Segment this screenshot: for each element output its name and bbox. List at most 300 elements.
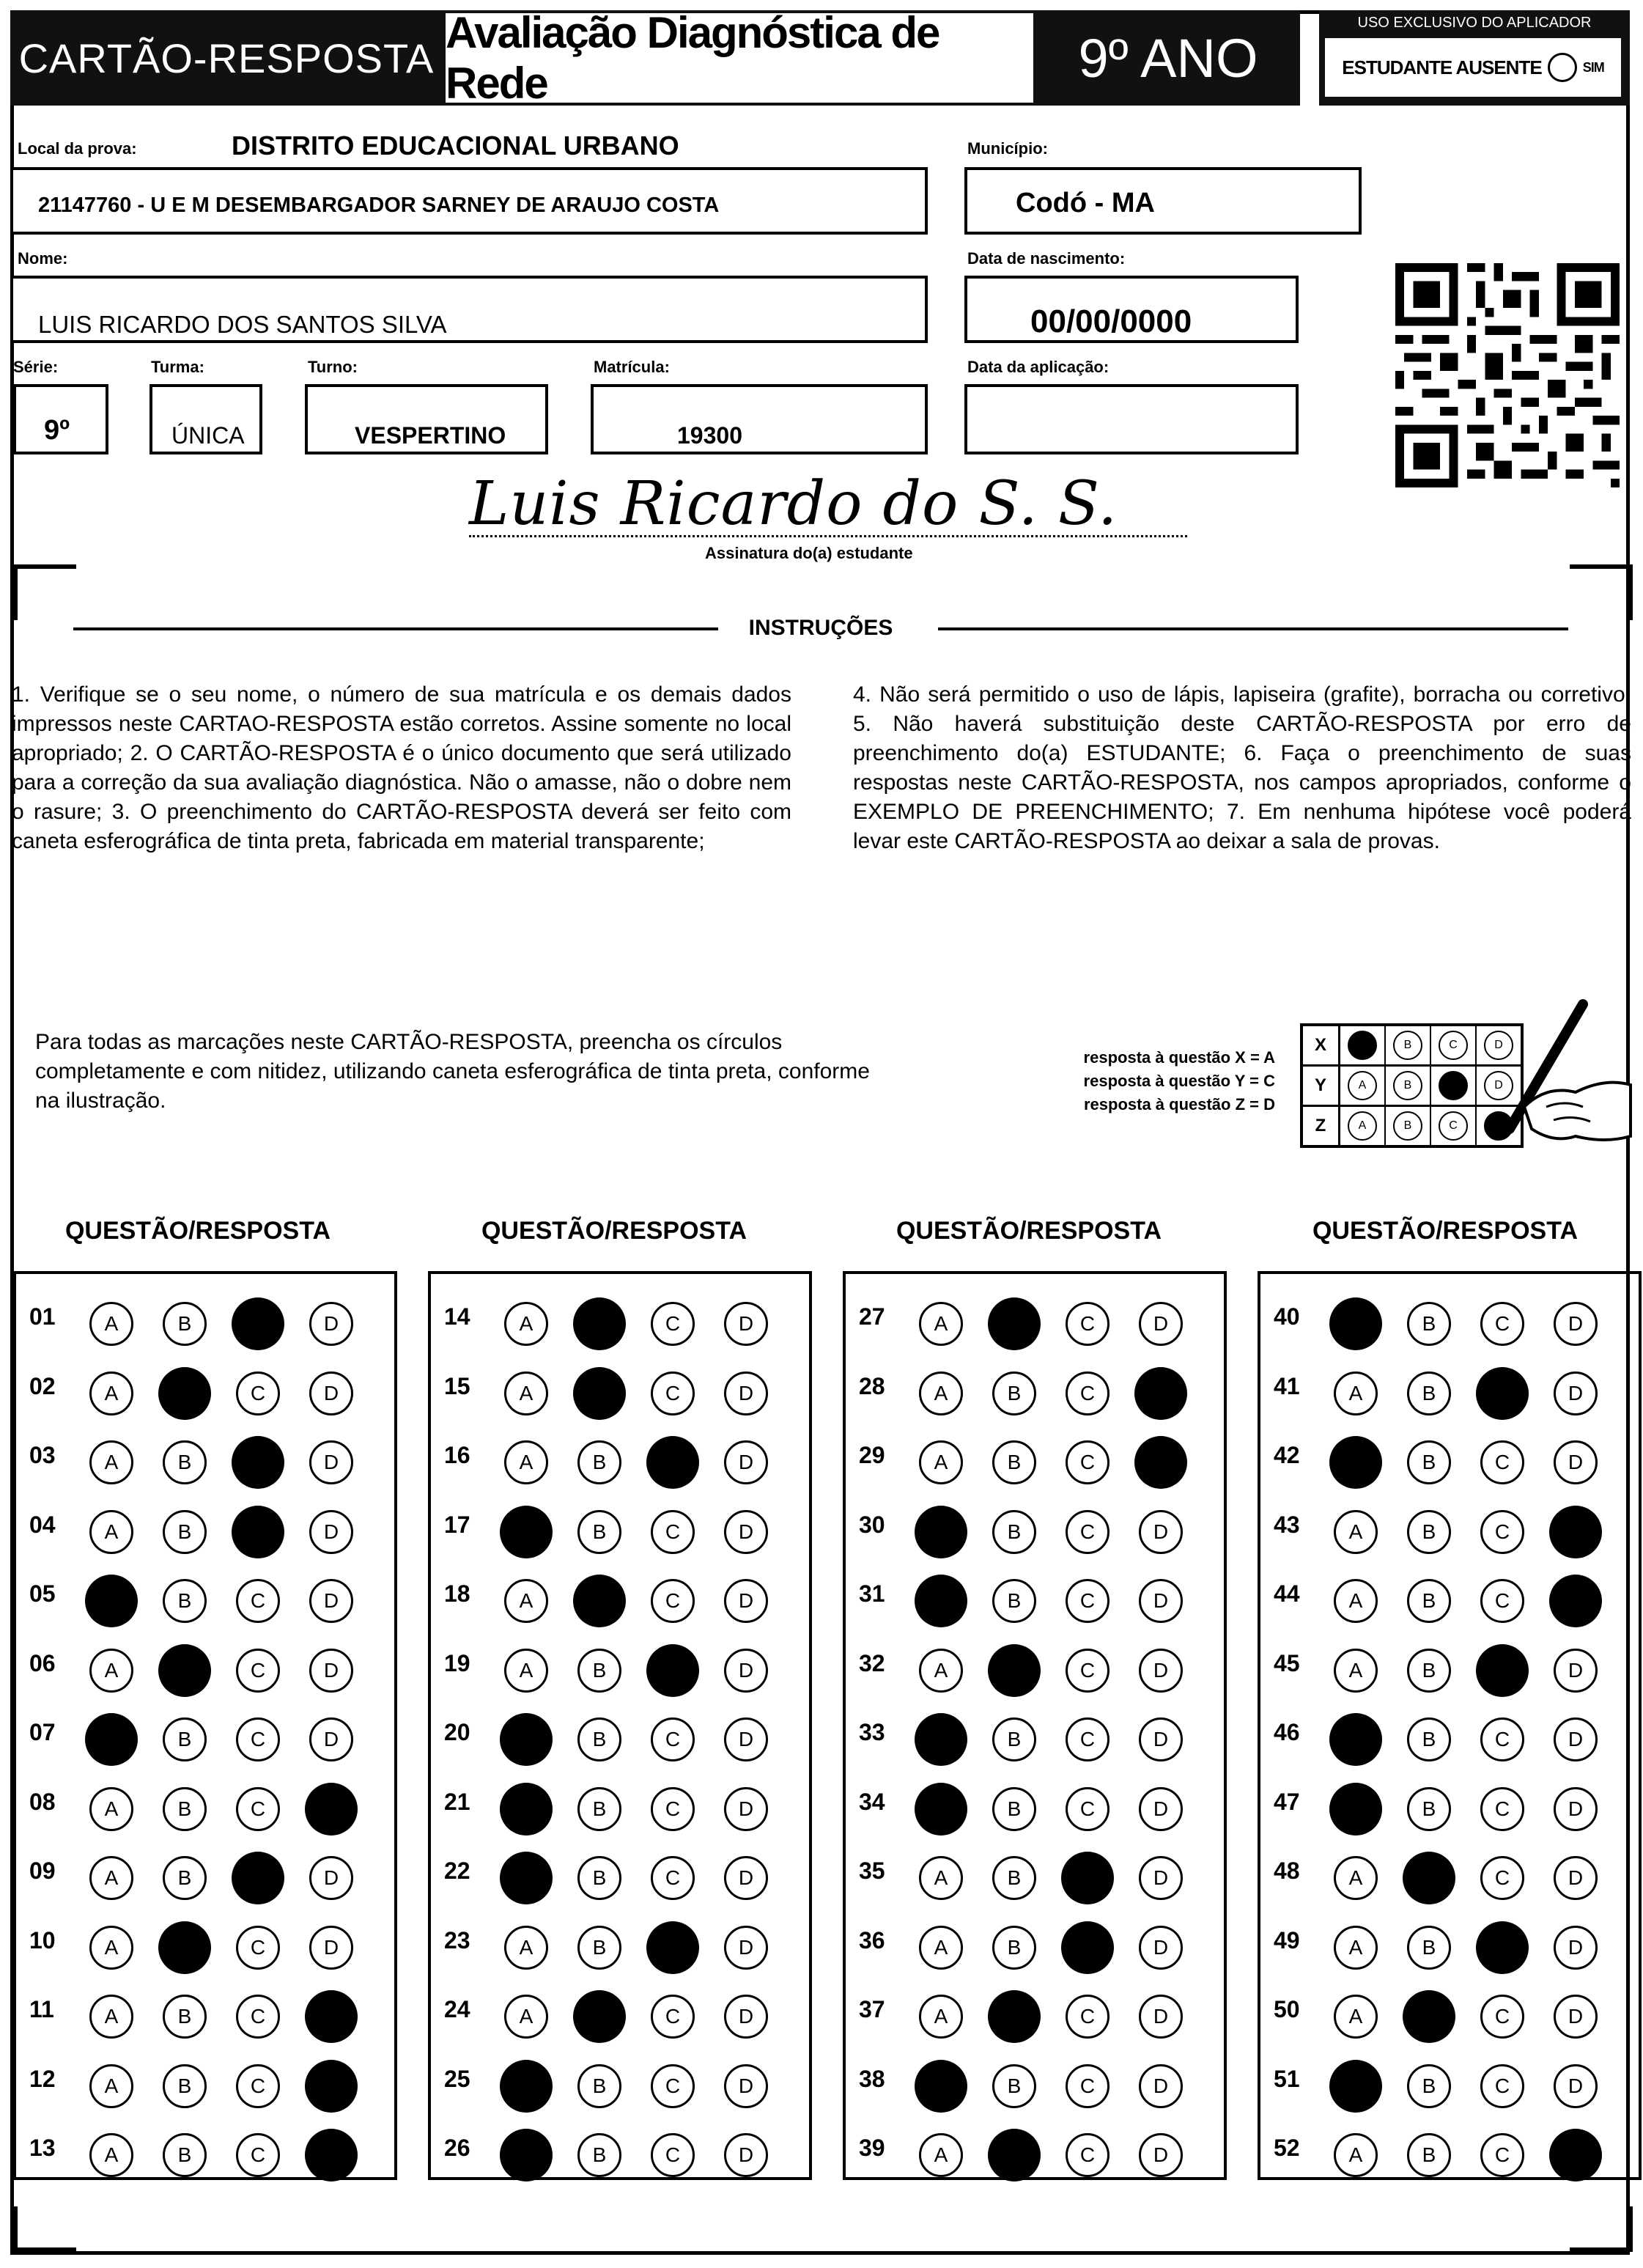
- answer-bubble-filled[interactable]: A: [1329, 2060, 1382, 2113]
- answer-bubble-filled[interactable]: B: [1403, 1852, 1455, 1904]
- answer-bubble-filled[interactable]: A: [915, 1506, 967, 1558]
- example-bubble-filled: C: [1439, 1071, 1468, 1100]
- answer-bubble[interactable]: A: [89, 1440, 133, 1484]
- answer-bubble[interactable]: C: [236, 1372, 280, 1415]
- answer-bubble-filled[interactable]: A: [500, 1713, 553, 1766]
- question-row: [1260, 1905, 1639, 1976]
- answer-bubble-filled[interactable]: A: [500, 1852, 553, 1904]
- answer-bubble[interactable]: C: [651, 2064, 695, 2108]
- instructions-title: INSTRUÇÕES: [748, 616, 893, 640]
- answer-bubble[interactable]: C: [1066, 1440, 1110, 1484]
- answer-bubble-filled[interactable]: C: [1476, 1367, 1529, 1420]
- answer-bubble[interactable]: D: [1554, 1302, 1598, 1346]
- question-row: [846, 1490, 1224, 1560]
- answer-bubble[interactable]: D: [309, 1440, 353, 1484]
- instructions-left: 1. Verifique se o seu nome, o número de sua matrícula e os demais dados impressos neste CARTAO-RESPOSTA estão corretos. Assine somente no local apropriado; 2. O CARTÃO-RESPOSTA é o único documento que será utilizado para a correção da sua avaliação diagnóstica. Não o amasse, não o dobre nem o rasure; 3. O preenchimento do CARTÃO-RESPOSTA deverá ser feito com caneta esferográfica de tinta preta, fabricada em material transparente;: [12, 682, 791, 853]
- answer-bubble[interactable]: B: [1407, 1926, 1451, 1970]
- answer-bubble[interactable]: C: [1480, 1579, 1524, 1623]
- answer-bubble[interactable]: B: [577, 1717, 621, 1761]
- question-row: [846, 1836, 1224, 1906]
- answer-bubble[interactable]: C: [1480, 1302, 1524, 1346]
- answer-bubble[interactable]: C: [651, 1717, 695, 1761]
- absent-bubble[interactable]: [1548, 53, 1577, 82]
- example-bubble-filled: D: [1484, 1111, 1513, 1141]
- answer-bubble[interactable]: C: [1066, 1995, 1110, 2039]
- question-number: 22: [444, 1858, 470, 1884]
- answer-bubble[interactable]: B: [577, 1510, 621, 1554]
- answer-bubble[interactable]: A: [1334, 2133, 1378, 2177]
- question-number: 24: [444, 1996, 470, 2022]
- answer-bubble[interactable]: B: [992, 1510, 1036, 1554]
- answer-bubble[interactable]: C: [236, 1926, 280, 1970]
- answer-bubble[interactable]: A: [89, 2064, 133, 2108]
- answer-bubble-filled[interactable]: A: [85, 1713, 138, 1766]
- answer-bubble[interactable]: B: [163, 1302, 207, 1346]
- answer-bubble-filled[interactable]: C: [232, 1297, 284, 1350]
- example-bubble: C: [1439, 1031, 1468, 1060]
- answer-bubble[interactable]: A: [919, 2133, 963, 2177]
- answer-bubble[interactable]: C: [1066, 2064, 1110, 2108]
- question-row: [846, 1905, 1224, 1976]
- question-number: 10: [29, 1926, 56, 1954]
- question-number: 48: [1274, 1858, 1300, 1884]
- answer-bubble[interactable]: B: [992, 1372, 1036, 1415]
- answer-bubble-filled[interactable]: D: [305, 1783, 358, 1836]
- answer-bubble[interactable]: D: [309, 1649, 353, 1693]
- answer-bubble[interactable]: D: [309, 1510, 353, 1554]
- answer-bubble[interactable]: D: [1139, 1995, 1183, 2039]
- answer-bubble[interactable]: B: [163, 1787, 207, 1831]
- municipio-value: Codó - MA: [1016, 188, 1155, 218]
- question-row: [16, 1905, 394, 1976]
- answer-bubble[interactable]: B: [577, 1926, 621, 1970]
- answer-bubble[interactable]: A: [919, 1372, 963, 1415]
- answer-bubble[interactable]: D: [1139, 1856, 1183, 1900]
- answer-bubble[interactable]: C: [1480, 2133, 1524, 2177]
- exam-title: Avaliação Diagnóstica de Rede: [443, 10, 1036, 106]
- answer-bubble[interactable]: B: [1407, 1510, 1451, 1554]
- question-row: [16, 1836, 394, 1906]
- answer-bubble[interactable]: C: [651, 1995, 695, 2039]
- question-number: 39: [859, 2135, 885, 2161]
- answer-bubble[interactable]: D: [1554, 1440, 1598, 1484]
- answer-bubble[interactable]: A: [1334, 1372, 1378, 1415]
- answer-bubble[interactable]: D: [1139, 1787, 1183, 1831]
- answer-bubble[interactable]: A: [1334, 1510, 1378, 1554]
- answer-bubble[interactable]: C: [1480, 1995, 1524, 2039]
- question-number: 02: [29, 1372, 56, 1399]
- answer-bubble[interactable]: D: [1554, 1372, 1598, 1415]
- answer-bubble[interactable]: A: [89, 1372, 133, 1415]
- answer-bubble-filled[interactable]: C: [1061, 1921, 1114, 1974]
- question-number: 15: [444, 1372, 470, 1399]
- answer-bubble[interactable]: D: [1139, 1510, 1183, 1554]
- answer-bubble[interactable]: C: [1066, 1579, 1110, 1623]
- question-row: [1260, 1558, 1639, 1629]
- answer-bubble-filled[interactable]: C: [232, 1852, 284, 1904]
- answer-bubble[interactable]: D: [309, 1579, 353, 1623]
- answer-bubble-filled[interactable]: B: [988, 1644, 1041, 1697]
- answer-bubble[interactable]: B: [992, 1926, 1036, 1970]
- answer-bubble-filled[interactable]: A: [500, 2129, 553, 2182]
- answer-bubble[interactable]: B: [163, 1995, 207, 2039]
- answer-bubble[interactable]: A: [89, 2133, 133, 2177]
- answer-bubble[interactable]: C: [236, 1787, 280, 1831]
- divider: [73, 627, 718, 630]
- instructions-right: 4. Não será permitido o uso de lápis, lapiseira (grafite), borracha ou corretivo; 5. Não haverá substituição deste CARTÃO-RESPOSTA por erro de preenchimento do(a) ESTUDANTE; 6. Faça o preenchimento de suas respostas neste CARTÃO-RESPOSTA, nos campos apropriados, conforme o EXEMPLO DE PREENCHIMENTO; 7. Em nenhuma hipótese você poderá levar este CARTÃO-RESPOSTA ao deixar a sala de provas.: [853, 682, 1631, 853]
- municipio-label: Município:: [967, 139, 1048, 158]
- answer-bubble[interactable]: A: [89, 1787, 133, 1831]
- applicator-title: USO EXCLUSIVO DO APLICADOR: [1357, 15, 1592, 31]
- example-bubble-filled: A: [1348, 1031, 1377, 1060]
- signature-line: [469, 535, 1187, 537]
- question-row: [431, 1281, 809, 1352]
- answer-bubble[interactable]: A: [504, 1926, 548, 1970]
- answer-bubble[interactable]: B: [992, 1717, 1036, 1761]
- answer-bubble-filled[interactable]: C: [646, 1921, 699, 1974]
- nascimento-label: Data de nascimento:: [967, 249, 1126, 268]
- question-number: 34: [859, 1788, 885, 1815]
- answer-bubble[interactable]: D: [1139, 2064, 1183, 2108]
- answer-bubble-filled[interactable]: B: [158, 1367, 211, 1420]
- answer-bubble[interactable]: A: [1334, 1856, 1378, 1900]
- answer-bubble[interactable]: D: [1139, 2133, 1183, 2177]
- answer-bubble[interactable]: D: [724, 1717, 768, 1761]
- answer-bubble-filled[interactable]: A: [85, 1575, 138, 1627]
- answer-bubble[interactable]: D: [1554, 1649, 1598, 1693]
- answer-bubble-filled[interactable]: A: [500, 1783, 553, 1836]
- answer-bubble[interactable]: B: [577, 1649, 621, 1693]
- answer-bubble-filled[interactable]: B: [158, 1644, 211, 1697]
- answer-bubble[interactable]: C: [1066, 1717, 1110, 1761]
- answer-bubble[interactable]: B: [577, 2064, 621, 2108]
- corner-bracket: [13, 2206, 76, 2252]
- answer-bubble[interactable]: C: [1066, 2133, 1110, 2177]
- answer-bubble[interactable]: C: [236, 1649, 280, 1693]
- answer-column-3: [843, 1271, 1227, 2180]
- answer-bubble[interactable]: B: [163, 2064, 207, 2108]
- answer-bubble[interactable]: B: [992, 2064, 1036, 2108]
- answer-bubble[interactable]: B: [577, 1440, 621, 1484]
- question-number: 49: [1274, 1926, 1300, 1954]
- answer-bubble[interactable]: B: [1407, 2064, 1451, 2108]
- question-row: [431, 1420, 809, 1490]
- answer-bubble[interactable]: B: [992, 1856, 1036, 1900]
- answer-bubble[interactable]: C: [236, 2064, 280, 2108]
- answer-bubble[interactable]: B: [992, 1579, 1036, 1623]
- answer-bubble[interactable]: A: [1334, 1995, 1378, 2039]
- answer-bubble-filled[interactable]: B: [573, 1297, 626, 1350]
- answer-bubble[interactable]: D: [309, 1372, 353, 1415]
- answer-bubble[interactable]: D: [1554, 1787, 1598, 1831]
- answer-bubble[interactable]: C: [1480, 1510, 1524, 1554]
- answer-bubble[interactable]: D: [724, 1787, 768, 1831]
- answer-bubble[interactable]: C: [651, 1302, 695, 1346]
- question-number: 19: [444, 1649, 470, 1676]
- question-number: 11: [29, 1996, 54, 2022]
- answer-bubble-filled[interactable]: D: [1134, 1367, 1187, 1420]
- matricula-value: 19300: [677, 422, 742, 449]
- answer-bubble[interactable]: B: [577, 2133, 621, 2177]
- answer-bubble-filled[interactable]: B: [988, 1990, 1041, 2043]
- answer-bubble[interactable]: C: [1480, 2064, 1524, 2108]
- answer-bubble[interactable]: D: [1554, 1856, 1598, 1900]
- question-number: 23: [444, 1926, 470, 1954]
- question-number: 44: [1274, 1580, 1300, 1607]
- answer-bubble[interactable]: D: [724, 1440, 768, 1484]
- answer-bubble[interactable]: B: [163, 1440, 207, 1484]
- answer-bubble-filled[interactable]: A: [1329, 1713, 1382, 1766]
- answer-bubble[interactable]: C: [1066, 1372, 1110, 1415]
- answer-bubble-filled[interactable]: A: [1329, 1783, 1382, 1836]
- answer-bubble-filled[interactable]: C: [232, 1436, 284, 1489]
- answer-bubble-filled[interactable]: D: [305, 2060, 358, 2113]
- question-row: [16, 1490, 394, 1560]
- pen-hand-icon: [1495, 997, 1634, 1151]
- question-number: 01: [29, 1303, 56, 1330]
- answer-bubble[interactable]: B: [1407, 1302, 1451, 1346]
- applicator-panel: [1319, 10, 1630, 106]
- column-title: QUESTÃO/RESPOSTA: [481, 1217, 747, 1245]
- answer-bubble[interactable]: A: [919, 1926, 963, 1970]
- answer-bubble[interactable]: C: [236, 2133, 280, 2177]
- answer-bubble[interactable]: A: [89, 1302, 133, 1346]
- answer-bubble[interactable]: A: [504, 1995, 548, 2039]
- answer-bubble[interactable]: B: [992, 1787, 1036, 1831]
- answer-bubble[interactable]: D: [724, 1856, 768, 1900]
- answer-bubble-filled[interactable]: D: [1549, 1575, 1602, 1627]
- answer-bubble[interactable]: A: [504, 1579, 548, 1623]
- answer-bubble[interactable]: D: [724, 1510, 768, 1554]
- answer-bubble[interactable]: D: [1139, 1579, 1183, 1623]
- answer-bubble[interactable]: C: [1480, 1856, 1524, 1900]
- answer-bubble-filled[interactable]: B: [988, 1297, 1041, 1350]
- answer-bubble[interactable]: C: [1480, 1787, 1524, 1831]
- answer-bubble-filled[interactable]: A: [500, 2060, 553, 2113]
- answer-bubble-filled[interactable]: C: [1476, 1644, 1529, 1697]
- question-number: 41: [1274, 1372, 1300, 1399]
- answer-bubble-filled[interactable]: B: [573, 1367, 626, 1420]
- aplicacao-box: [964, 384, 1299, 454]
- answer-bubble[interactable]: C: [1066, 1302, 1110, 1346]
- answer-bubble-filled[interactable]: B: [1403, 1990, 1455, 2043]
- answer-bubble[interactable]: B: [1407, 2133, 1451, 2177]
- answer-bubble-filled[interactable]: C: [232, 1506, 284, 1558]
- answer-bubble[interactable]: C: [236, 1579, 280, 1623]
- answer-bubble[interactable]: B: [1407, 1440, 1451, 1484]
- answer-bubble[interactable]: B: [1407, 1372, 1451, 1415]
- answer-bubble[interactable]: A: [919, 1302, 963, 1346]
- answer-bubble[interactable]: D: [1554, 1717, 1598, 1761]
- question-number: 07: [29, 1719, 56, 1745]
- answer-bubble[interactable]: D: [1554, 1926, 1598, 1970]
- answer-bubble[interactable]: A: [89, 1926, 133, 1970]
- answer-bubble[interactable]: D: [309, 1926, 353, 1970]
- answer-bubble[interactable]: D: [724, 1649, 768, 1693]
- answer-bubble-filled[interactable]: D: [1549, 2129, 1602, 2182]
- turno-label: Turno:: [308, 358, 358, 376]
- question-row: [431, 1558, 809, 1629]
- answer-bubble[interactable]: A: [89, 1856, 133, 1900]
- question-row: [846, 1767, 1224, 1837]
- fill-guide-text: Para todas as marcações neste CARTÃO-RESPOSTA, preencha os círculos completamente e com nitidez, utilizando caneta esferográfica de tinta preta, conforme na ilustração.: [35, 1030, 870, 1113]
- answer-bubble[interactable]: B: [163, 1856, 207, 1900]
- answer-bubble[interactable]: D: [1554, 1995, 1598, 2039]
- answer-bubble[interactable]: C: [236, 1995, 280, 2039]
- turma-value: ÚNICA: [171, 422, 245, 449]
- answer-bubble-filled[interactable]: B: [158, 1921, 211, 1974]
- answer-bubble[interactable]: B: [163, 2133, 207, 2177]
- answer-bubble[interactable]: B: [1407, 1787, 1451, 1831]
- card-title: CARTÃO-RESPOSTA: [10, 10, 443, 106]
- question-number: 51: [1274, 2065, 1300, 2092]
- answer-bubble-filled[interactable]: A: [500, 1506, 553, 1558]
- answer-bubble[interactable]: D: [724, 1302, 768, 1346]
- example-bubble: B: [1393, 1111, 1422, 1141]
- question-number: 43: [1274, 1511, 1300, 1538]
- question-row: [1260, 2113, 1639, 2183]
- answer-bubble[interactable]: C: [1480, 1717, 1524, 1761]
- question-number: 12: [29, 2065, 56, 2092]
- column-title: QUESTÃO/RESPOSTA: [64, 1217, 331, 1245]
- answer-bubble[interactable]: D: [309, 1856, 353, 1900]
- column-title: QUESTÃO/RESPOSTA: [1312, 1217, 1579, 1245]
- answer-bubble-filled[interactable]: A: [1329, 1436, 1382, 1489]
- answer-bubble[interactable]: D: [309, 1717, 353, 1761]
- question-row: [16, 1697, 394, 1767]
- question-number: 35: [859, 1858, 885, 1884]
- answer-bubble[interactable]: D: [724, 2064, 768, 2108]
- answer-bubble[interactable]: D: [1554, 2064, 1598, 2108]
- question-row: [846, 1420, 1224, 1490]
- answer-bubble[interactable]: C: [236, 1717, 280, 1761]
- corner-bracket: [1570, 2206, 1633, 2252]
- answer-bubble[interactable]: D: [724, 1926, 768, 1970]
- answer-bubble[interactable]: B: [163, 1717, 207, 1761]
- answer-bubble[interactable]: A: [919, 1649, 963, 1693]
- answer-bubble-filled[interactable]: A: [915, 1713, 967, 1766]
- answer-bubble[interactable]: A: [1334, 1649, 1378, 1693]
- answer-bubble-filled[interactable]: D: [305, 1990, 358, 2043]
- answer-bubble[interactable]: B: [1407, 1579, 1451, 1623]
- answer-bubble[interactable]: D: [1139, 1926, 1183, 1970]
- answer-column-2: [428, 1271, 812, 2180]
- question-row: [16, 1767, 394, 1837]
- question-row: [431, 1905, 809, 1976]
- answer-bubble[interactable]: B: [1407, 1717, 1451, 1761]
- matricula-box: [591, 384, 928, 454]
- answer-bubble[interactable]: A: [1334, 1579, 1378, 1623]
- answer-bubble[interactable]: C: [651, 1856, 695, 1900]
- answer-bubble-filled[interactable]: A: [915, 1575, 967, 1627]
- question-number: 14: [444, 1303, 470, 1330]
- answer-bubble[interactable]: A: [919, 1995, 963, 2039]
- answer-bubble-filled[interactable]: A: [915, 2060, 967, 2113]
- answer-bubble[interactable]: D: [724, 2133, 768, 2177]
- local-label: Local da prova:: [18, 139, 137, 158]
- absent-label: ESTUDANTE AUSENTE: [1342, 56, 1542, 78]
- answer-column-1: [13, 1271, 397, 2180]
- matricula-label: Matrícula:: [594, 358, 670, 376]
- answer-bubble[interactable]: A: [919, 1856, 963, 1900]
- answer-bubble[interactable]: B: [1407, 1649, 1451, 1693]
- question-number: 03: [29, 1442, 56, 1468]
- example-key: X: [1303, 1026, 1340, 1064]
- answer-bubble[interactable]: D: [1139, 1302, 1183, 1346]
- answer-bubble[interactable]: B: [992, 1440, 1036, 1484]
- answer-bubble-filled[interactable]: A: [1329, 1297, 1382, 1350]
- question-row: [16, 2113, 394, 2183]
- answer-bubble[interactable]: C: [1480, 1440, 1524, 1484]
- answer-bubble[interactable]: C: [1066, 1510, 1110, 1554]
- answer-column-4: [1258, 1271, 1642, 2180]
- answer-bubble[interactable]: A: [919, 1440, 963, 1484]
- question-row: [16, 1420, 394, 1490]
- answer-bubble-filled[interactable]: C: [646, 1436, 699, 1489]
- answer-bubble[interactable]: B: [577, 1856, 621, 1900]
- answer-bubble[interactable]: C: [651, 2133, 695, 2177]
- answer-bubble[interactable]: D: [1139, 1717, 1183, 1761]
- corner-bracket: [13, 564, 76, 620]
- divider: [938, 627, 1568, 630]
- answer-bubble-filled[interactable]: A: [915, 1783, 967, 1836]
- answer-bubble-filled[interactable]: C: [646, 1644, 699, 1697]
- answer-bubble[interactable]: C: [651, 1787, 695, 1831]
- answer-bubble[interactable]: A: [504, 1649, 548, 1693]
- answer-bubble-filled[interactable]: D: [1134, 1436, 1187, 1489]
- answer-bubble[interactable]: A: [504, 1372, 548, 1415]
- answer-bubble-filled[interactable]: B: [988, 2129, 1041, 2182]
- column-title: QUESTÃO/RESPOSTA: [896, 1217, 1162, 1245]
- local-value: DISTRITO EDUCACIONAL URBANO: [232, 130, 679, 161]
- answer-bubble-filled[interactable]: D: [1549, 1506, 1602, 1558]
- answer-bubble-filled[interactable]: D: [305, 2129, 358, 2182]
- answer-bubble[interactable]: D: [1139, 1649, 1183, 1693]
- answer-bubble-filled[interactable]: C: [1476, 1921, 1529, 1974]
- answer-bubble[interactable]: D: [724, 1995, 768, 2039]
- answer-bubble-filled[interactable]: B: [573, 1575, 626, 1627]
- question-row: [16, 2044, 394, 2114]
- answer-bubble[interactable]: D: [309, 1302, 353, 1346]
- answer-bubble[interactable]: C: [1066, 1787, 1110, 1831]
- example-bubble: A: [1348, 1111, 1377, 1141]
- answer-bubble[interactable]: C: [651, 1372, 695, 1415]
- turma-label: Turma:: [151, 358, 204, 376]
- question-row: [16, 1351, 394, 1421]
- question-number: 27: [859, 1303, 885, 1330]
- question-number: 26: [444, 2135, 470, 2161]
- answer-bubble[interactable]: B: [163, 1510, 207, 1554]
- answer-bubble-filled[interactable]: C: [1061, 1852, 1114, 1904]
- answer-bubble[interactable]: B: [577, 1787, 621, 1831]
- answer-bubble[interactable]: A: [504, 1440, 548, 1484]
- question-row: [1260, 1697, 1639, 1767]
- answer-bubble[interactable]: D: [724, 1372, 768, 1415]
- answer-bubble[interactable]: C: [651, 1579, 695, 1623]
- answer-bubble[interactable]: B: [163, 1579, 207, 1623]
- answer-bubble-filled[interactable]: B: [573, 1990, 626, 2043]
- answer-bubble[interactable]: C: [651, 1510, 695, 1554]
- answer-bubble[interactable]: A: [89, 1995, 133, 2039]
- answer-bubble[interactable]: D: [724, 1579, 768, 1623]
- answer-bubble[interactable]: C: [1066, 1649, 1110, 1693]
- example-row: [1303, 1067, 1521, 1107]
- answer-bubble[interactable]: A: [89, 1649, 133, 1693]
- answer-bubble[interactable]: A: [504, 1302, 548, 1346]
- answer-bubble[interactable]: A: [1334, 1926, 1378, 1970]
- answer-bubble[interactable]: A: [89, 1510, 133, 1554]
- question-row: [846, 1351, 1224, 1421]
